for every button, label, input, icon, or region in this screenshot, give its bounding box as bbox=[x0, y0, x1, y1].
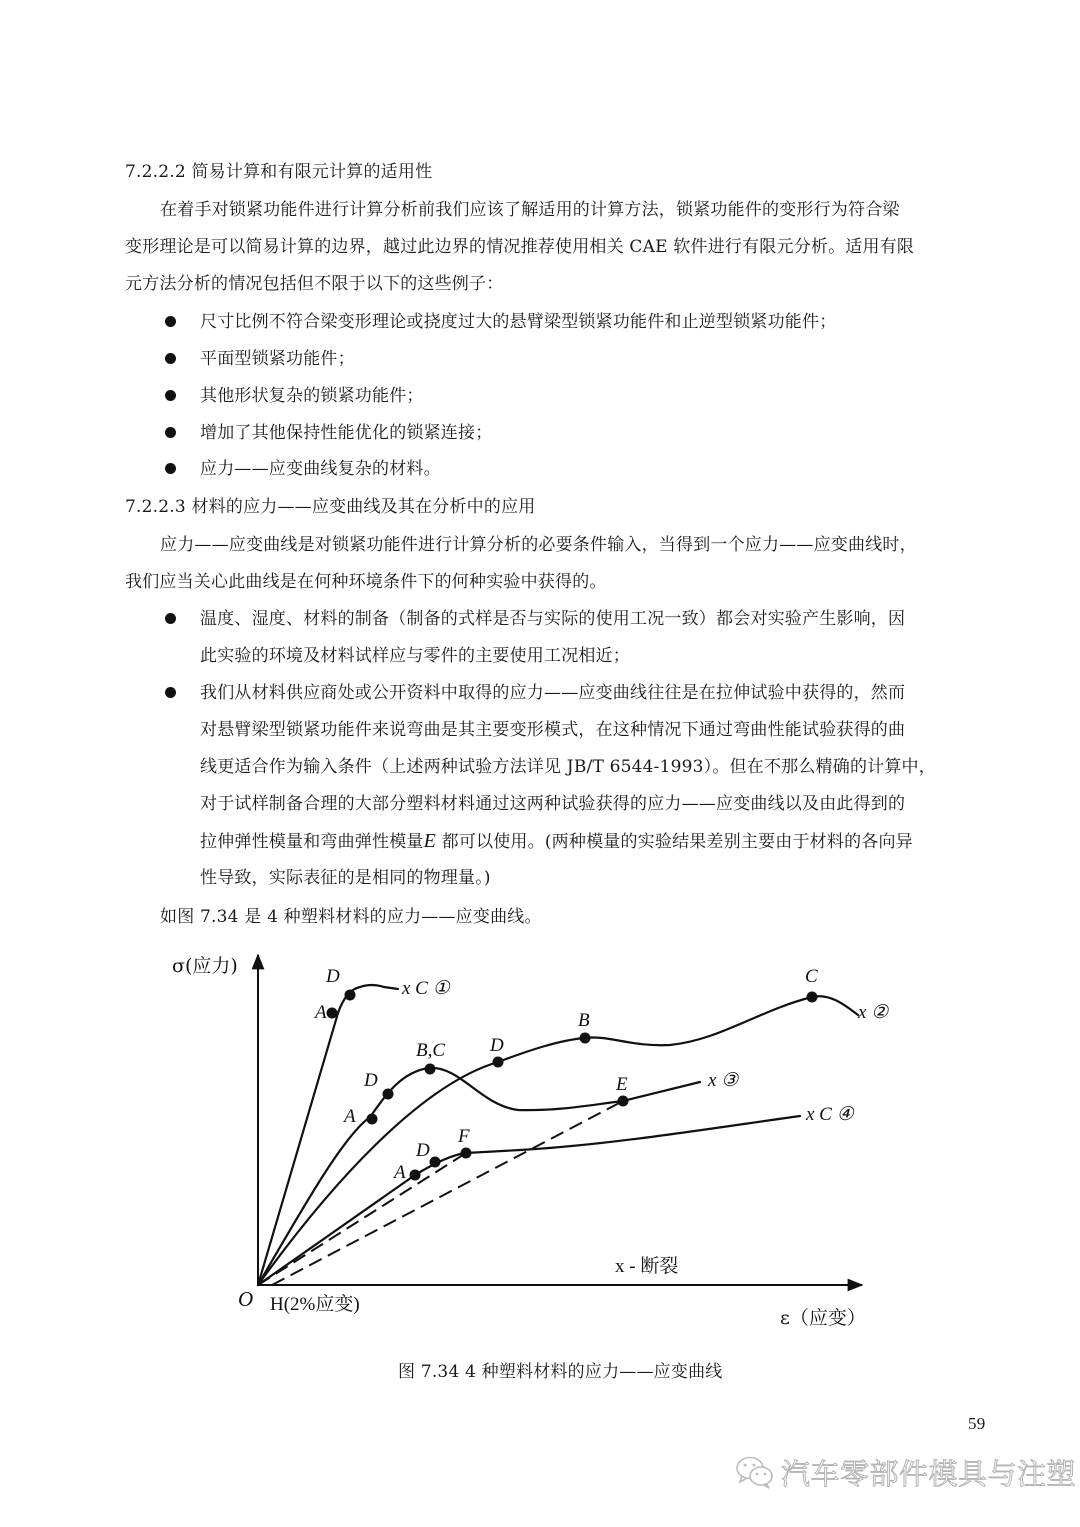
list-item: 平面型锁紧功能件； bbox=[200, 349, 355, 369]
y-axis-label: σ(应力) bbox=[172, 955, 238, 977]
point-3-A bbox=[367, 1114, 378, 1125]
list-item-line: 温度、湿度、材料的制备（制备的式样是否与实际的使用工况一致）都会对实验产生影响，因 bbox=[200, 609, 906, 629]
point-3-BC bbox=[425, 1064, 436, 1075]
label-3-D: D bbox=[364, 1070, 378, 1091]
curve-2-end-label: x ② bbox=[858, 1002, 889, 1023]
list-item-line: 线更适合作为输入条件（上述两种试验方法详见 JB/T 6544-1993）。但在不那么精确的计算中， bbox=[200, 757, 936, 777]
label-4-F: F bbox=[458, 1126, 470, 1147]
paragraph-line: 元方法分析的情况包括但不限于以下的这些例子： bbox=[125, 274, 504, 294]
bullet-icon bbox=[165, 613, 176, 624]
point-2-B bbox=[580, 1033, 591, 1044]
label-4-A: A bbox=[394, 1162, 406, 1183]
curve-4-end-label: x C ④ bbox=[806, 1104, 854, 1125]
list-item: 增加了其他保持性能优化的锁紧连接； bbox=[200, 423, 493, 443]
list-item-line: 对于试样制备合理的大部分塑料材料通过这两种试验获得的应力——应变曲线以及由此得到的 bbox=[200, 794, 906, 814]
page-number: 59 bbox=[968, 1414, 986, 1433]
modulus-symbol: E bbox=[423, 830, 437, 852]
point-2-D bbox=[493, 1057, 504, 1068]
list-item-line: 我们从材料供应商处或公开资料中取得的应力——应变曲线往往是在拉伸试验中获得的，然而 bbox=[200, 683, 906, 703]
figure-caption: 图 7.34 4 种塑料材料的应力——应变曲线 bbox=[398, 1362, 723, 1382]
curve-1-end-label: x C ① bbox=[402, 978, 450, 999]
paragraph-line: 我们应当关心此曲线是在何种环境条件下的何种实验中获得的。 bbox=[125, 572, 607, 592]
point-3-E bbox=[618, 1096, 629, 1107]
bullet-icon bbox=[165, 463, 176, 474]
marker-points bbox=[327, 990, 818, 1181]
bullet-icon bbox=[165, 353, 176, 364]
wechat-icon bbox=[735, 1455, 775, 1489]
x-axis-label: ε（应变） bbox=[780, 1307, 866, 1329]
point-4-A bbox=[410, 1170, 421, 1181]
list-item-line: 此实验的环境及材料试样应与零件的主要使用工况相近； bbox=[200, 646, 630, 666]
label-3-E: E bbox=[616, 1074, 628, 1095]
h-marker-label: H(2%应变) bbox=[270, 1294, 360, 1315]
watermark bbox=[735, 1452, 1076, 1492]
curve-1 bbox=[258, 985, 398, 1285]
section-heading-7-2-2-3: 7.2.2.3 材料的应力——应变曲线及其在分析中的应用 bbox=[125, 497, 536, 517]
figure-intro: 如图 7.34 是 4 种塑料材料的应力——应变曲线。 bbox=[160, 907, 542, 927]
section-heading-7-2-2-2: 7.2.2.2 简易计算和有限元计算的适用性 bbox=[125, 162, 433, 182]
curve-4 bbox=[258, 1116, 800, 1285]
stress-strain-chart bbox=[160, 935, 920, 1355]
secant-line-HE bbox=[272, 1101, 623, 1285]
list-item: 尺寸比例不符合梁变形理论或挠度过大的悬臂梁型锁紧功能件和止逆型锁紧功能件； bbox=[200, 312, 837, 332]
point-4-D bbox=[430, 1157, 441, 1168]
bullet-icon bbox=[165, 427, 176, 438]
paragraph-line: 在着手对锁紧功能件进行计算分析前我们应该了解适用的计算方法，锁紧功能件的变形行为符合梁 bbox=[160, 200, 900, 220]
curve-3-end-label: x ③ bbox=[708, 1070, 739, 1091]
label-2-B: B bbox=[578, 1010, 590, 1031]
bullet-icon bbox=[165, 316, 176, 327]
point-4-F bbox=[461, 1148, 472, 1159]
list-item: 其他形状复杂的锁紧功能件； bbox=[200, 386, 424, 406]
secant-line-OF bbox=[258, 1153, 466, 1285]
list-item: 应力——应变曲线复杂的材料。 bbox=[200, 459, 441, 479]
bullet-icon bbox=[165, 390, 176, 401]
label-2-D: D bbox=[490, 1035, 504, 1056]
text-fragment: 都可以使用。(两种模量的实验结果差别主要由于材料的各向异 bbox=[436, 832, 913, 852]
label-4-D: D bbox=[416, 1140, 430, 1161]
list-item-line bbox=[200, 830, 913, 853]
point-3-D bbox=[383, 1089, 394, 1100]
label-3-A: A bbox=[344, 1106, 356, 1127]
point-1-D bbox=[345, 990, 356, 1001]
watermark-text: 汽车零部件模具与注塑 bbox=[781, 1456, 1077, 1491]
label-2-C: C bbox=[805, 966, 818, 987]
chart-plot bbox=[160, 935, 920, 1355]
list-item-line: 对悬臂梁型锁紧功能件来说弯曲是其主要变形模式，在这种情况下通过弯曲性能试验获得的曲 bbox=[200, 720, 906, 740]
paragraph-line: 应力——应变曲线是对锁紧功能件进行计算分析的必要条件输入，当得到一个应力——应变曲线时， bbox=[160, 535, 917, 555]
list-item-line: 性导致，实际表征的是相同的物理量。) bbox=[200, 868, 491, 888]
label-1-D: D bbox=[326, 966, 340, 987]
paragraph-line: 变形理论是可以简易计算的边界，越过此边界的情况推荐使用相关 CAE 软件进行有限元分析。适用有限 bbox=[125, 237, 915, 257]
text-fragment: 拉伸弹性模量和弯曲弹性模量 bbox=[200, 832, 424, 852]
label-3-BC: B,C bbox=[416, 1040, 446, 1061]
point-1-A bbox=[327, 1008, 338, 1019]
origin-label: O bbox=[238, 1287, 254, 1311]
point-2-C bbox=[807, 992, 818, 1003]
fracture-legend: x - 断裂 bbox=[615, 1256, 679, 1277]
label-1-A: A bbox=[315, 1002, 327, 1023]
bullet-icon bbox=[165, 687, 176, 698]
